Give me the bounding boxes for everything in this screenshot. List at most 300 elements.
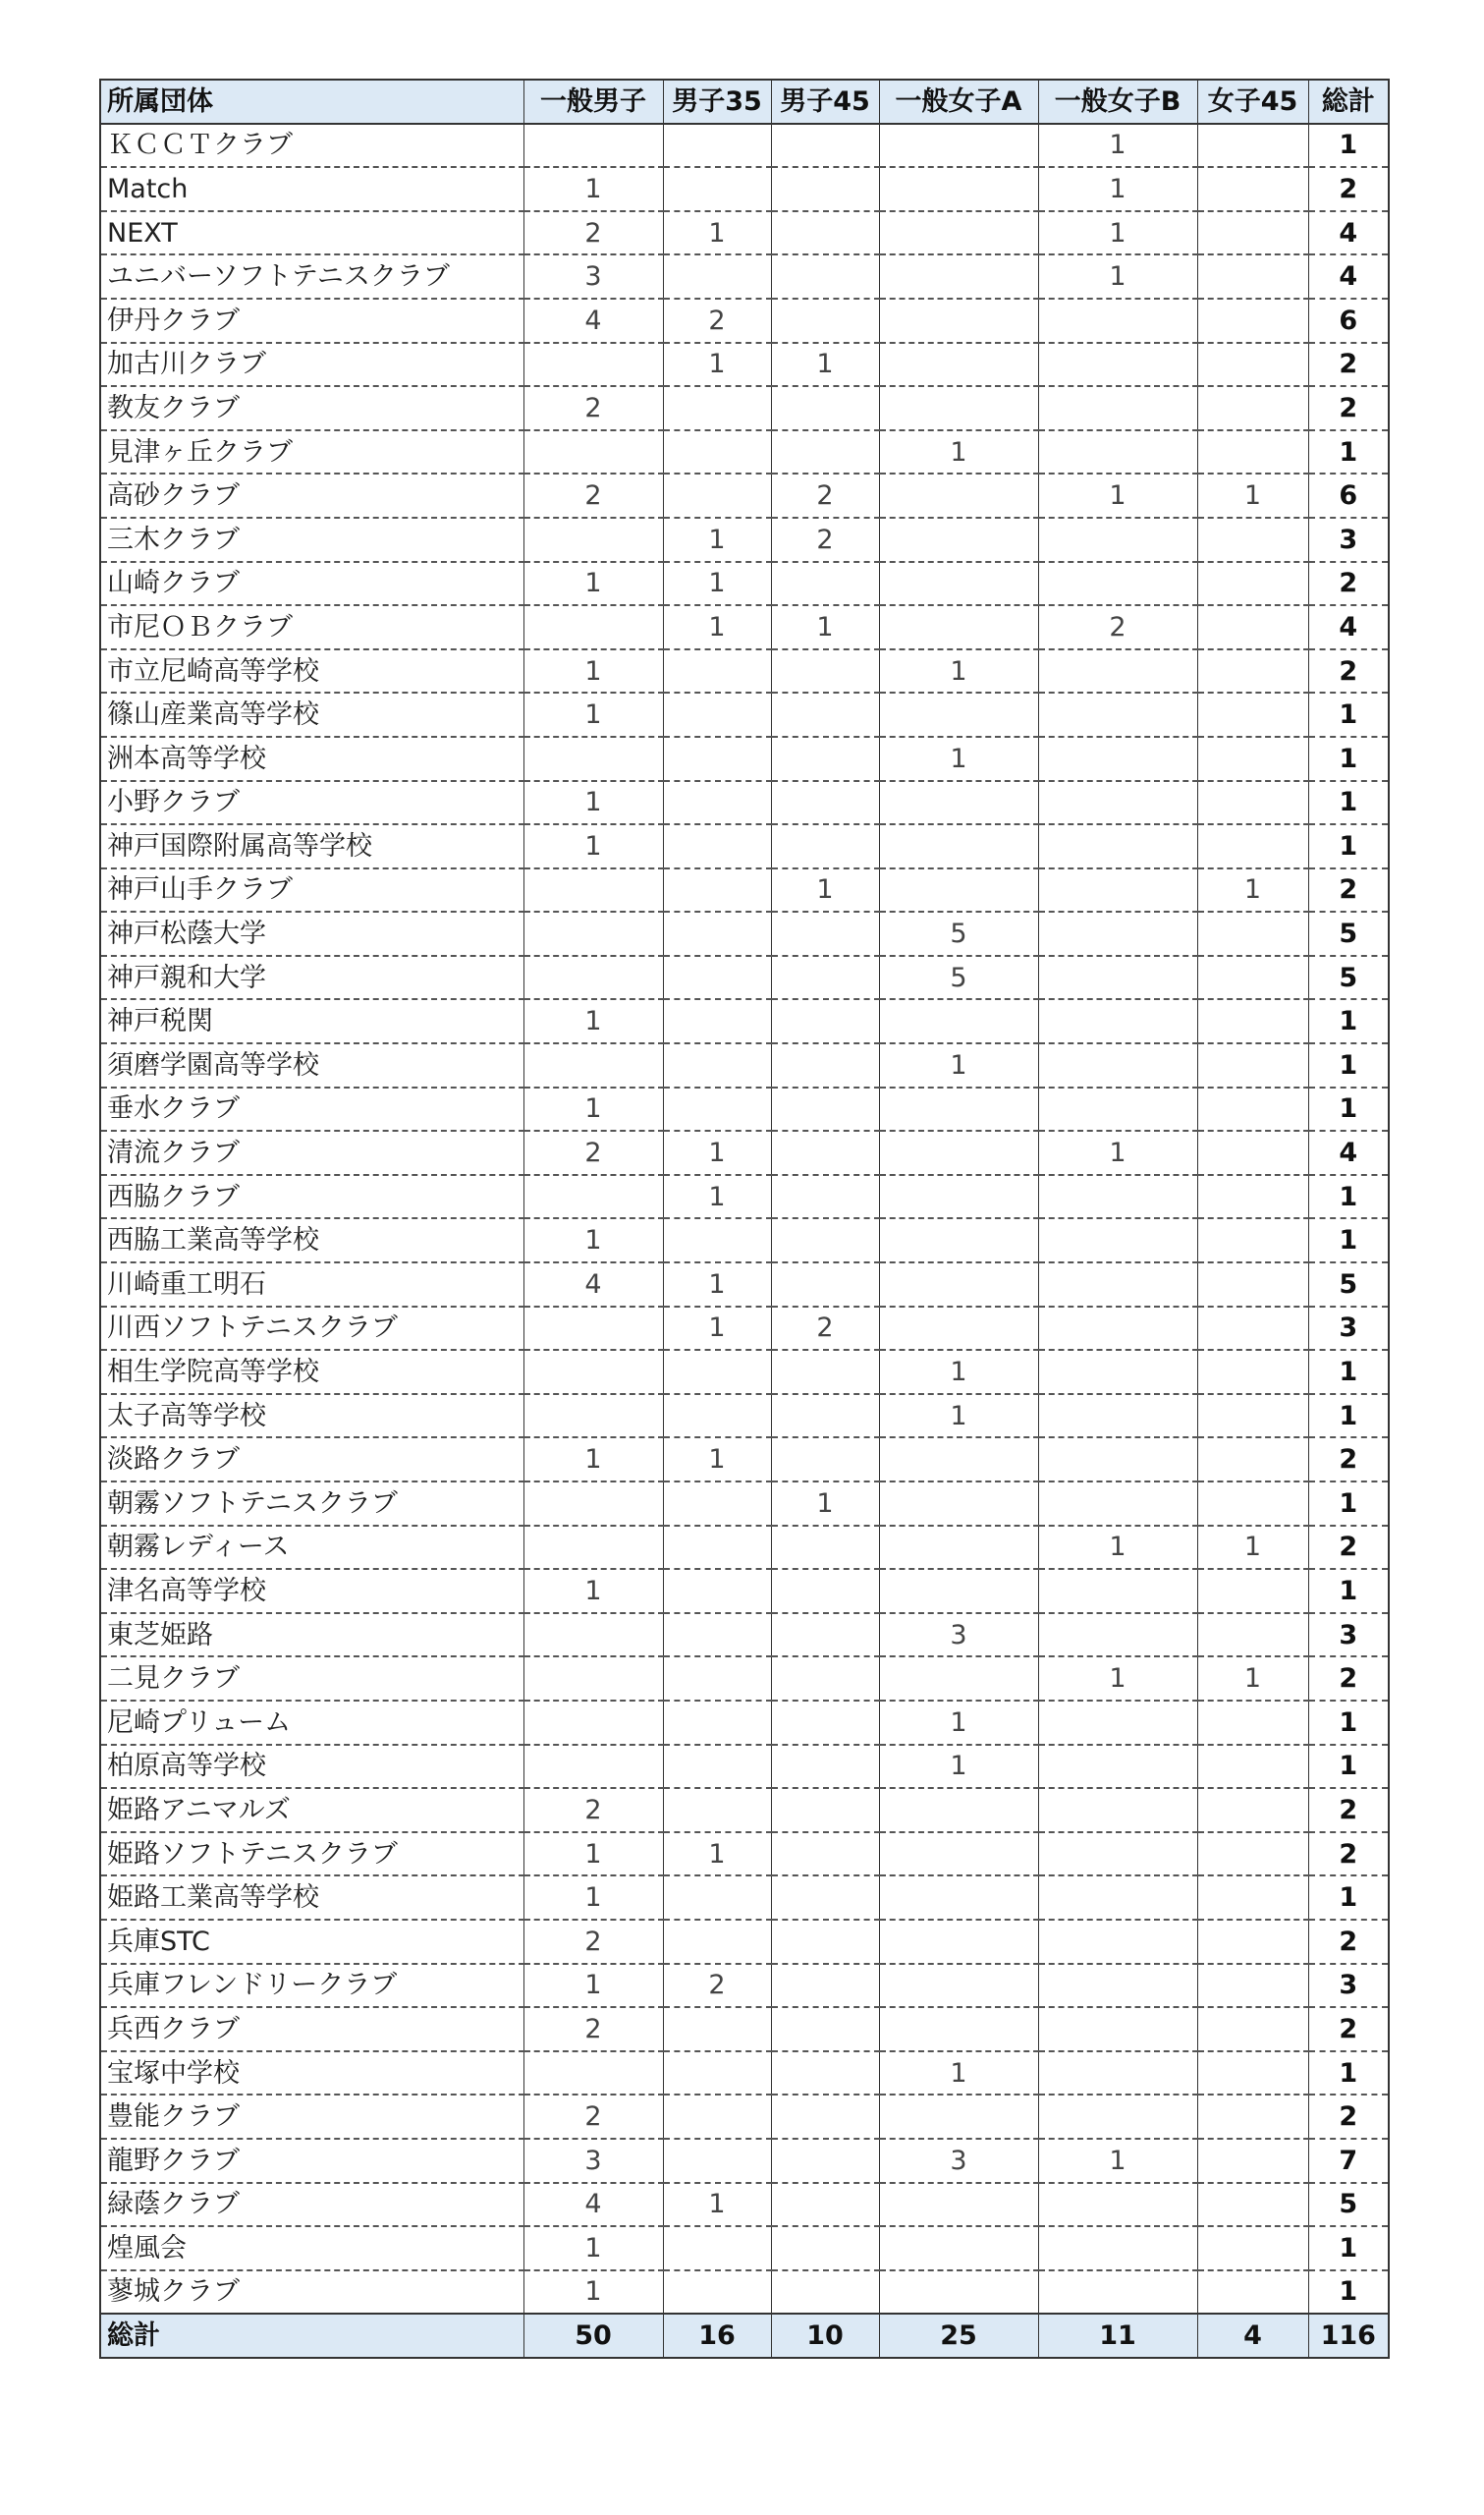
row-total-cell: 2 (1308, 2007, 1389, 2051)
men-general-cell (523, 1350, 663, 1394)
club-name-cell: 篠山産業高等学校 (100, 693, 523, 737)
men-general-cell (523, 1745, 663, 1789)
women-general-b-cell: 1 (1038, 1526, 1197, 1570)
row-total-cell: 4 (1308, 254, 1389, 299)
table-row (100, 1350, 1389, 1394)
women-general-a-cell (879, 1437, 1038, 1481)
men-45-cell (771, 1569, 879, 1613)
men-35-cell: 1 (663, 1437, 771, 1481)
table-row (100, 474, 1389, 518)
grand-total-men-general: 50 (523, 2314, 663, 2358)
men-45-cell (771, 1526, 879, 1570)
men-35-cell: 1 (663, 211, 771, 255)
men-general-cell (523, 868, 663, 913)
women-45-cell (1197, 693, 1308, 737)
row-total-cell: 1 (1308, 1569, 1389, 1613)
women-45-cell (1197, 649, 1308, 694)
row-total-cell: 2 (1308, 1920, 1389, 1964)
women-general-a-cell (879, 124, 1038, 168)
men-general-cell: 2 (523, 386, 663, 430)
women-45-cell (1197, 1832, 1308, 1876)
row-total-cell: 1 (1308, 2226, 1389, 2270)
row-total-cell: 3 (1308, 1613, 1389, 1657)
men-general-cell: 2 (523, 474, 663, 518)
women-45-cell (1197, 781, 1308, 825)
row-total-cell: 1 (1308, 1043, 1389, 1088)
men-45-cell (771, 167, 879, 211)
table-row (100, 781, 1389, 825)
table-row (100, 1043, 1389, 1088)
row-total-cell: 4 (1308, 211, 1389, 255)
grand-total-women-general-b: 11 (1038, 2314, 1197, 2358)
club-name-cell: 神戸国際附属高等学校 (100, 824, 523, 868)
women-general-b-cell: 1 (1038, 1131, 1197, 1175)
men-45-cell (771, 299, 879, 343)
row-total-cell: 1 (1308, 824, 1389, 868)
men-general-cell: 2 (523, 1788, 663, 1832)
men-general-cell (523, 1613, 663, 1657)
grand-total-men-45: 10 (771, 2314, 879, 2358)
row-total-cell: 2 (1308, 386, 1389, 430)
club-name-cell: 神戸松蔭大学 (100, 912, 523, 956)
club-name-cell: NEXT (100, 211, 523, 255)
men-35-cell (663, 1788, 771, 1832)
women-general-a-cell (879, 1526, 1038, 1570)
club-name-cell: 川崎重工明石 (100, 1262, 523, 1307)
women-45-cell (1197, 1175, 1308, 1219)
women-general-b-cell: 1 (1038, 211, 1197, 255)
men-45-cell (771, 1394, 879, 1438)
men-35-cell (663, 1875, 771, 1920)
men-35-cell: 2 (663, 1964, 771, 2008)
row-total-cell: 2 (1308, 649, 1389, 694)
grand-total-women-general-a: 25 (879, 2314, 1038, 2358)
men-general-cell: 2 (523, 1920, 663, 1964)
club-name-cell: ＫＣＣＴクラブ (100, 124, 523, 168)
men-35-cell: 1 (663, 1832, 771, 1876)
men-general-cell: 4 (523, 2183, 663, 2227)
men-35-cell (663, 2051, 771, 2096)
row-total-cell: 5 (1308, 912, 1389, 956)
women-general-b-cell: 1 (1038, 167, 1197, 211)
women-general-b-cell (1038, 1437, 1197, 1481)
women-45-cell (1197, 1875, 1308, 1920)
women-45-cell (1197, 956, 1308, 1000)
club-name-cell: 市立尼崎高等学校 (100, 649, 523, 694)
men-45-cell (771, 1437, 879, 1481)
men-45-cell (771, 781, 879, 825)
club-name-cell: 垂水クラブ (100, 1088, 523, 1132)
women-general-a-cell (879, 693, 1038, 737)
table-row (100, 2007, 1389, 2051)
women-general-a-cell (879, 1875, 1038, 1920)
women-general-b-cell: 1 (1038, 254, 1197, 299)
women-45-cell (1197, 343, 1308, 387)
women-general-a-cell (879, 1175, 1038, 1219)
table-row (100, 1920, 1389, 1964)
men-general-cell: 4 (523, 299, 663, 343)
table-row (100, 430, 1389, 475)
men-35-cell: 1 (663, 1307, 771, 1351)
men-35-cell: 1 (663, 2183, 771, 2227)
women-general-a-cell: 3 (879, 1613, 1038, 1657)
men-45-cell (771, 2139, 879, 2183)
row-total-cell: 1 (1308, 1745, 1389, 1789)
women-general-b-cell: 2 (1038, 605, 1197, 649)
men-35-cell: 1 (663, 1262, 771, 1307)
men-45-cell (771, 1832, 879, 1876)
header-women-general-a: 一般女子A (879, 80, 1038, 124)
header-women-general-b: 一般女子B (1038, 80, 1197, 124)
header-men-35: 男子35 (663, 80, 771, 124)
women-45-cell (1197, 1437, 1308, 1481)
women-45-cell (1197, 605, 1308, 649)
women-general-a-cell (879, 1656, 1038, 1701)
header-women-45: 女子45 (1197, 80, 1308, 124)
table-row (100, 2270, 1389, 2315)
grand-total-men-35: 16 (663, 2314, 771, 2358)
women-45-cell (1197, 1043, 1308, 1088)
men-general-cell: 1 (523, 562, 663, 606)
table-row (100, 1745, 1389, 1789)
women-general-b-cell: 1 (1038, 474, 1197, 518)
women-general-a-cell: 1 (879, 1394, 1038, 1438)
club-name-cell: 宝塚中学校 (100, 2051, 523, 2096)
women-45-cell (1197, 299, 1308, 343)
men-45-cell (771, 1218, 879, 1262)
men-general-cell: 1 (523, 781, 663, 825)
women-general-b-cell: 1 (1038, 2139, 1197, 2183)
men-35-cell: 1 (663, 343, 771, 387)
men-45-cell (771, 1131, 879, 1175)
men-45-cell (771, 386, 879, 430)
women-45-cell (1197, 2270, 1308, 2315)
men-45-cell (771, 2007, 879, 2051)
women-45-cell: 1 (1197, 1526, 1308, 1570)
club-name-cell: 西脇工業高等学校 (100, 1218, 523, 1262)
women-45-cell (1197, 912, 1308, 956)
men-general-cell: 1 (523, 649, 663, 694)
men-35-cell (663, 2226, 771, 2270)
club-name-cell: 清流クラブ (100, 1131, 523, 1175)
women-45-cell (1197, 1920, 1308, 1964)
women-45-cell (1197, 124, 1308, 168)
women-general-b-cell (1038, 1394, 1197, 1438)
men-general-cell (523, 1481, 663, 1526)
men-45-cell (771, 693, 879, 737)
men-general-cell: 2 (523, 1131, 663, 1175)
header-men-general: 一般男子 (523, 80, 663, 124)
row-total-cell: 5 (1308, 1262, 1389, 1307)
row-total-cell: 1 (1308, 430, 1389, 475)
men-45-cell (771, 1920, 879, 1964)
club-name-cell: 三木クラブ (100, 518, 523, 562)
men-35-cell (663, 824, 771, 868)
men-general-cell (523, 1307, 663, 1351)
row-total-cell: 2 (1308, 562, 1389, 606)
men-45-cell (771, 1745, 879, 1789)
men-general-cell (523, 1394, 663, 1438)
men-general-cell (523, 737, 663, 781)
women-general-a-cell (879, 2007, 1038, 2051)
women-45-cell (1197, 1481, 1308, 1526)
women-general-b-cell (1038, 430, 1197, 475)
table-row (100, 1481, 1389, 1526)
men-35-cell (663, 1526, 771, 1570)
men-45-cell (771, 1701, 879, 1745)
women-general-a-cell (879, 2183, 1038, 2227)
women-45-cell (1197, 430, 1308, 475)
header-men-45: 男子45 (771, 80, 879, 124)
table-row (100, 1656, 1389, 1701)
men-35-cell: 1 (663, 518, 771, 562)
women-general-a-cell (879, 562, 1038, 606)
women-general-a-cell: 1 (879, 1043, 1038, 1088)
club-name-cell: 姫路アニマルズ (100, 1788, 523, 1832)
women-general-a-cell (879, 1788, 1038, 1832)
row-total-cell: 3 (1308, 518, 1389, 562)
men-general-cell: 1 (523, 1218, 663, 1262)
table-row (100, 1394, 1389, 1438)
women-general-a-cell: 1 (879, 1350, 1038, 1394)
club-name-cell: 見津ヶ丘クラブ (100, 430, 523, 475)
women-general-b-cell (1038, 1262, 1197, 1307)
men-45-cell: 1 (771, 343, 879, 387)
club-name-cell: 兵庫フレンドリークラブ (100, 1964, 523, 2008)
men-general-cell: 1 (523, 1964, 663, 2008)
women-general-b-cell (1038, 1701, 1197, 1745)
men-45-cell (771, 912, 879, 956)
men-general-cell (523, 1043, 663, 1088)
men-35-cell (663, 868, 771, 913)
row-total-cell: 1 (1308, 2051, 1389, 2096)
row-total-cell: 1 (1308, 1218, 1389, 1262)
women-general-a-cell (879, 2226, 1038, 2270)
table-row (100, 167, 1389, 211)
women-45-cell (1197, 1307, 1308, 1351)
men-35-cell (663, 386, 771, 430)
women-general-a-cell (879, 1262, 1038, 1307)
women-general-a-cell (879, 781, 1038, 825)
men-general-cell (523, 1175, 663, 1219)
men-general-cell: 1 (523, 1088, 663, 1132)
table-row (100, 1262, 1389, 1307)
club-name-cell: 神戸親和大学 (100, 956, 523, 1000)
men-35-cell: 1 (663, 1175, 771, 1219)
club-name-cell: 山崎クラブ (100, 562, 523, 606)
men-45-cell (771, 1043, 879, 1088)
women-45-cell (1197, 1131, 1308, 1175)
table-row (100, 1131, 1389, 1175)
women-general-a-cell (879, 868, 1038, 913)
row-total-cell: 3 (1308, 1964, 1389, 2008)
men-45-cell (771, 254, 879, 299)
men-35-cell (663, 1569, 771, 1613)
row-total-cell: 1 (1308, 124, 1389, 168)
men-45-cell (771, 1656, 879, 1701)
row-total-cell: 7 (1308, 2139, 1389, 2183)
table-row (100, 1788, 1389, 1832)
club-name-cell: 相生学院高等学校 (100, 1350, 523, 1394)
men-35-cell: 1 (663, 562, 771, 606)
club-name-cell: 東芝姫路 (100, 1613, 523, 1657)
row-total-cell: 1 (1308, 1481, 1389, 1526)
men-35-cell (663, 737, 771, 781)
women-45-cell (1197, 1218, 1308, 1262)
women-45-cell (1197, 1394, 1308, 1438)
men-general-cell (523, 124, 663, 168)
women-general-b-cell (1038, 999, 1197, 1043)
men-45-cell (771, 2183, 879, 2227)
table-row (100, 343, 1389, 387)
women-general-a-cell (879, 1832, 1038, 1876)
men-general-cell: 1 (523, 999, 663, 1043)
women-general-b-cell (1038, 518, 1197, 562)
women-45-cell (1197, 518, 1308, 562)
men-general-cell (523, 956, 663, 1000)
row-total-cell: 2 (1308, 1656, 1389, 1701)
men-35-cell (663, 254, 771, 299)
men-45-cell (771, 211, 879, 255)
men-general-cell (523, 518, 663, 562)
men-45-cell (771, 1964, 879, 2008)
women-general-b-cell: 1 (1038, 1656, 1197, 1701)
men-general-cell: 2 (523, 2007, 663, 2051)
women-general-b-cell (1038, 824, 1197, 868)
women-general-a-cell (879, 1964, 1038, 2008)
women-general-b-cell (1038, 2226, 1197, 2270)
table-row (100, 1701, 1389, 1745)
men-general-cell: 1 (523, 1875, 663, 1920)
women-45-cell (1197, 1788, 1308, 1832)
club-name-cell: 西脇クラブ (100, 1175, 523, 1219)
women-general-b-cell (1038, 649, 1197, 694)
men-45-cell (771, 649, 879, 694)
table-row (100, 1526, 1389, 1570)
women-general-a-cell (879, 1481, 1038, 1526)
men-45-cell (771, 2270, 879, 2315)
men-45-cell (771, 430, 879, 475)
women-45-cell (1197, 386, 1308, 430)
row-total-cell: 3 (1308, 1307, 1389, 1351)
row-total-cell: 1 (1308, 693, 1389, 737)
men-35-cell (663, 2270, 771, 2315)
men-45-cell (771, 124, 879, 168)
club-name-cell: 蓼城クラブ (100, 2270, 523, 2315)
row-total-cell: 2 (1308, 1437, 1389, 1481)
club-name-cell: 神戸山手クラブ (100, 868, 523, 913)
men-general-cell: 1 (523, 2270, 663, 2315)
table-row (100, 299, 1389, 343)
table-row (100, 1218, 1389, 1262)
men-35-cell (663, 2007, 771, 2051)
women-general-a-cell (879, 1088, 1038, 1132)
club-name-cell: 兵庫STC (100, 1920, 523, 1964)
men-general-cell: 1 (523, 167, 663, 211)
row-total-cell: 5 (1308, 2183, 1389, 2227)
men-general-cell (523, 343, 663, 387)
women-general-a-cell: 1 (879, 2051, 1038, 2096)
club-name-cell: 市尼ＯＢクラブ (100, 605, 523, 649)
women-general-b-cell: 1 (1038, 124, 1197, 168)
women-general-a-cell: 1 (879, 1701, 1038, 1745)
men-45-cell (771, 999, 879, 1043)
row-total-cell: 2 (1308, 1526, 1389, 1570)
women-general-a-cell (879, 824, 1038, 868)
table-row (100, 605, 1389, 649)
men-general-cell (523, 2051, 663, 2096)
women-general-a-cell (879, 474, 1038, 518)
row-total-cell: 2 (1308, 868, 1389, 913)
women-general-b-cell (1038, 912, 1197, 956)
club-name-cell: 伊丹クラブ (100, 299, 523, 343)
men-35-cell (663, 781, 771, 825)
men-general-cell (523, 1701, 663, 1745)
women-general-a-cell: 3 (879, 2139, 1038, 2183)
men-35-cell (663, 2095, 771, 2139)
grand-total-label: 総計 (100, 2314, 523, 2358)
table-row (100, 2226, 1389, 2270)
women-general-a-cell: 1 (879, 1745, 1038, 1789)
club-name-cell: 緑蔭クラブ (100, 2183, 523, 2227)
grand-total-women-45: 4 (1197, 2314, 1308, 2358)
women-general-a-cell (879, 1307, 1038, 1351)
row-total-cell: 4 (1308, 1131, 1389, 1175)
women-general-b-cell (1038, 1613, 1197, 1657)
women-45-cell (1197, 254, 1308, 299)
men-45-cell: 1 (771, 868, 879, 913)
women-general-b-cell (1038, 1350, 1197, 1394)
women-general-a-cell (879, 299, 1038, 343)
table-row (100, 956, 1389, 1000)
women-general-b-cell (1038, 2007, 1197, 2051)
men-general-cell: 1 (523, 2226, 663, 2270)
women-general-b-cell (1038, 693, 1197, 737)
club-name-cell: 須磨学園高等学校 (100, 1043, 523, 1088)
table-row (100, 912, 1389, 956)
row-total-cell: 1 (1308, 1394, 1389, 1438)
header-row (100, 80, 1389, 124)
women-general-b-cell (1038, 1175, 1197, 1219)
men-35-cell (663, 167, 771, 211)
women-general-b-cell (1038, 956, 1197, 1000)
club-name-cell: 姫路工業高等学校 (100, 1875, 523, 1920)
women-45-cell (1197, 2007, 1308, 2051)
row-total-cell: 2 (1308, 167, 1389, 211)
women-general-b-cell (1038, 1043, 1197, 1088)
men-45-cell (771, 1788, 879, 1832)
entry-summary-sheet (99, 79, 1388, 2359)
row-total-cell: 1 (1308, 2270, 1389, 2315)
men-35-cell (663, 1043, 771, 1088)
row-total-cell: 1 (1308, 1350, 1389, 1394)
men-35-cell (663, 2139, 771, 2183)
men-general-cell: 2 (523, 2095, 663, 2139)
men-45-cell (771, 1875, 879, 1920)
row-total-cell: 6 (1308, 299, 1389, 343)
table-row (100, 2051, 1389, 2096)
men-35-cell (663, 1613, 771, 1657)
club-name-cell: 尼崎プリューム (100, 1701, 523, 1745)
women-45-cell (1197, 737, 1308, 781)
women-45-cell (1197, 999, 1308, 1043)
table-row (100, 868, 1389, 913)
club-name-cell: 小野クラブ (100, 781, 523, 825)
women-general-b-cell (1038, 386, 1197, 430)
men-general-cell (523, 430, 663, 475)
men-general-cell: 1 (523, 693, 663, 737)
club-name-cell: Match (100, 167, 523, 211)
